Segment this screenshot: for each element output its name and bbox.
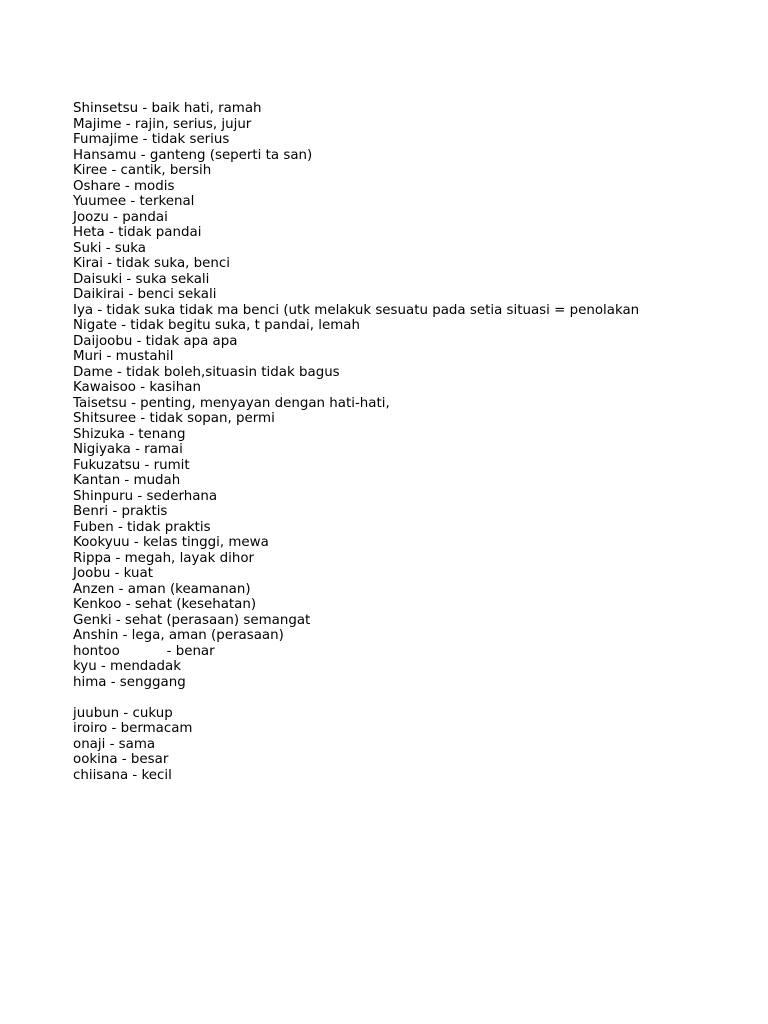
list-item: Nigate - tidak begitu suka, t pandai, lemah [73, 318, 360, 333]
list-item: Kiree - cantik, bersih [73, 163, 212, 178]
list-item: chiisana - kecil [73, 767, 172, 783]
list-item: Kantan - mudah [73, 473, 181, 488]
list-item: Muri - mustahil [73, 349, 174, 364]
list-item: onaji - sama [73, 736, 156, 752]
list-item: Fuben - tidak praktis [73, 519, 211, 535]
list-item: Joobu - kuat [73, 566, 153, 581]
list-item: hontoo - benar [73, 643, 215, 659]
list-item: Kawaisoo - kasihan [73, 380, 201, 395]
list-item: Heta - tidak pandai [73, 225, 202, 240]
list-item: Nigiyaka - ramai [73, 442, 183, 457]
list-item: juubun - cukup [73, 705, 173, 721]
list-item: Daisuki - suka sekali [73, 271, 210, 287]
list-item: Daijoobu - tidak apa apa [73, 333, 238, 349]
list-item: Iya - tidak suka tidak ma benci (utk melakuk sesuatu pada setia situasi = penolakan [73, 302, 640, 318]
list-item: Fukuzatsu - rumit [73, 457, 190, 473]
list-item: Yuumee - terkenal [73, 194, 195, 209]
list-item: Shinsetsu - baik hati, ramah [73, 101, 262, 116]
list-item: Shitsuree - tidak sopan, permi [73, 411, 275, 426]
list-item: Taisetsu - penting, menyayan dengan hati-hati, [73, 395, 390, 411]
list-item: Hansamu - ganteng (seperti ta san) [73, 147, 313, 163]
blank-line [73, 690, 753, 706]
list-item: Shizuka - tenang [73, 426, 186, 442]
list-item: kyu - mendadak [73, 659, 181, 674]
list-item: Majime - rajin, serius, jujur [73, 116, 252, 132]
list-item: Rippa - megah, layak dihor [73, 550, 255, 566]
list-item: iroiro - bermacam [73, 721, 193, 736]
list-item: Fumajime - tidak serius [73, 132, 230, 147]
list-item: Genki - sehat (perasaan) semangat [73, 612, 311, 628]
list-item: Anshin - lega, aman (perasaan) [73, 628, 284, 643]
list-item: Daikirai - benci sekali [73, 287, 217, 302]
vocabulary-list [73, 101, 753, 783]
list-item: Shinpuru - sederhana [73, 488, 218, 504]
list-item: ookina - besar [73, 752, 169, 767]
list-item: Dame - tidak boleh,situasin tidak bagus [73, 364, 340, 380]
list-item: hima - senggang [73, 674, 186, 690]
list-item: Joozu - pandai [73, 209, 168, 225]
list-item: Suki - suka [73, 240, 146, 256]
list-item: Kookyuu - kelas tinggi, mewa [73, 535, 269, 550]
list-item: Kenkoo - sehat (kesehatan) [73, 597, 257, 612]
list-item: Benri - praktis [73, 504, 168, 519]
list-item: Kirai - tidak suka, benci [73, 256, 230, 271]
list-item: Anzen - aman (keamanan) [73, 581, 251, 597]
list-item: Oshare - modis [73, 178, 175, 194]
